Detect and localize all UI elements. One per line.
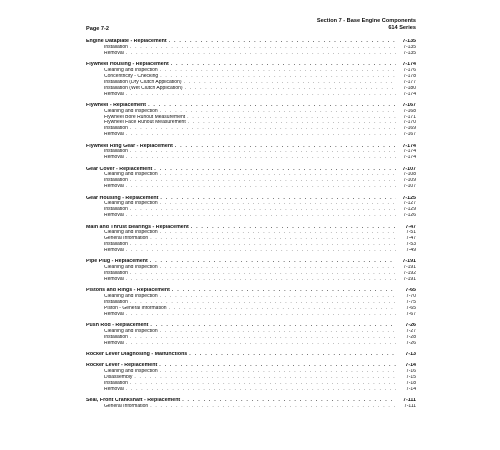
toc-section-title-label: Flywheel Housing - Replacement [86, 62, 169, 68]
toc-entry-page-ref: 7-65 [405, 305, 416, 311]
toc-entry-label: Cleaning and Inspection [104, 230, 158, 236]
toc-entry-label: Installation [104, 334, 128, 340]
dot-leader [126, 51, 396, 57]
toc-entry-page-ref: 7-26 [405, 340, 416, 346]
toc-entry-page-ref: 7-129 [403, 207, 416, 213]
toc-section-title-page-ref: 7-135 [402, 39, 416, 44]
toc-entry-label: Installation [104, 126, 128, 132]
dot-leader [126, 155, 396, 161]
toc-entry-label: Installation [104, 149, 128, 155]
toc-entry-page-ref: 7-191 [403, 277, 416, 283]
toc-entry-page-ref: 7-108 [403, 172, 416, 178]
toc-entry-label: Cleaning and Inspection [104, 329, 158, 335]
toc-section-title-page-ref: 7-111 [403, 398, 416, 404]
toc-section-title-page-ref: 7-191 [402, 259, 416, 265]
toc-entry [86, 404, 416, 410]
dot-leader [126, 92, 396, 98]
toc-entry-page-ref: 7-174 [403, 149, 416, 155]
toc-section-title-label: Rocker Lever Diagnosing - Malfunctions [86, 352, 188, 358]
toc-section-title [86, 352, 416, 358]
toc-entry-label: Removal [104, 248, 124, 254]
toc-entry-label: Installation [104, 381, 128, 387]
toc-entry-label: Installation [104, 271, 128, 277]
toc-section [86, 103, 416, 138]
toc-section-title-page-ref: 7-167 [402, 102, 416, 108]
toc-entry-page-ref: 7-107 [403, 184, 416, 190]
toc-entry-page-ref: 7-169 [403, 126, 416, 132]
toc-entry-page-ref: 7-27 [405, 329, 416, 335]
toc-entry-page-ref: 7-75 [405, 300, 416, 306]
toc-entry-page-ref: 7-174 [403, 91, 416, 97]
toc-entry-label: Cleaning and Inspection [104, 67, 158, 73]
toc-section-title-label: Flywheel - Replacement [86, 102, 147, 108]
toc-entry-label: Cleaning and Inspection [104, 265, 158, 271]
page-number: Page 7-2 [86, 26, 110, 32]
toc-entry-page-ref: 7-70 [405, 294, 416, 300]
toc-section-title-page-ref: 7-14 [405, 363, 416, 369]
toc-entry [86, 277, 416, 283]
toc-entry-label: Concentricity - Checking [104, 73, 159, 79]
toc-entry [86, 213, 416, 219]
toc-section [86, 363, 416, 392]
toc-entry [86, 312, 416, 318]
toc-entry-label: Cleaning and Inspection [104, 108, 158, 114]
toc-entry [86, 248, 416, 254]
toc-entry-label: Installation [104, 242, 128, 248]
toc-entry-label: Removal [104, 50, 124, 56]
toc-section [86, 288, 416, 317]
toc-entry-label: Installation [104, 178, 128, 184]
toc-entry-label: Installation (Wet Clutch Application) [104, 85, 183, 91]
toc-entry-label: Flywheel Bore Runout Measurement [104, 114, 186, 120]
toc-entry [86, 132, 416, 138]
toc-entry-page-ref: 7-192 [403, 271, 416, 277]
toc-section-title-label: Main and Thrust Bearings - Replacement [86, 224, 189, 230]
toc-entry-page-ref: 7-191 [403, 265, 416, 271]
toc-entry-label: Removal [104, 386, 124, 392]
dot-leader [126, 132, 396, 138]
toc-entry-label: Cleaning and Inspection [104, 369, 158, 375]
dot-leader [126, 248, 396, 254]
toc-entry-page-ref: 7-135 [403, 44, 416, 50]
toc-entry-page-ref: 7-178 [403, 73, 416, 79]
toc-section-title-page-ref: 7-26 [405, 323, 416, 329]
toc-entry-page-ref: 7-177 [403, 79, 416, 85]
toc-entry-page-ref: 7-16 [405, 369, 416, 375]
toc-entry-page-ref: 7-135 [403, 50, 416, 56]
dot-leader [189, 352, 396, 358]
toc-section-title-label: Pistons and Rings - Replacement [86, 288, 170, 294]
toc-entry-page-ref: 7-51 [405, 230, 416, 236]
toc-entry-label: Removal [104, 132, 124, 138]
toc-entry-label: Removal [104, 277, 124, 283]
toc-entry-page-ref: 7-109 [403, 178, 416, 184]
toc-entry-label: General Information [104, 236, 149, 242]
toc-entry-label: Removal [104, 91, 124, 97]
toc-entry-page-ref: 7-127 [403, 201, 416, 207]
toc-entry-label: Installation [104, 300, 128, 306]
toc-entry-label: Disassembly [104, 375, 133, 381]
toc-entry-page-ref: 7-49 [405, 248, 416, 254]
dot-leader [126, 213, 396, 219]
toc-entry-page-ref: 7-28 [405, 334, 416, 340]
toc-entry-label: Installation (Dry Clutch Application) [104, 79, 182, 85]
toc-section [86, 225, 416, 254]
toc-entry-label: Cleaning and Inspection [104, 201, 158, 207]
toc-section-title-label: Rocker Lever - Replacement [86, 363, 158, 369]
toc-entry [86, 155, 416, 161]
toc-entry-label: Removal [104, 155, 124, 161]
toc-entry-page-ref: 7-14 [405, 386, 416, 392]
toc-section-title-label: Seal, Front Crankshaft - Replacement [86, 398, 181, 404]
toc-entry-page-ref: 7-167 [403, 132, 416, 138]
toc-entry [86, 184, 416, 190]
toc-section [86, 323, 416, 347]
table-of-contents [86, 39, 416, 415]
toc-entry-page-ref: 7-176 [403, 67, 416, 73]
toc-entry-page-ref: 7-111 [403, 404, 416, 410]
toc-entry-label: Flywheel Face Runout Measurement [104, 120, 186, 126]
toc-section-title-page-ref: 7-125 [402, 195, 416, 201]
toc-section-title-page-ref: 7-107 [402, 166, 416, 172]
toc-section-title-page-ref: 7-174 [402, 62, 416, 68]
toc-entry-page-ref: 7-174 [403, 155, 416, 161]
dot-leader [126, 312, 396, 318]
dot-leader [150, 404, 396, 410]
toc-entry-page-ref: 7-180 [403, 85, 416, 91]
toc-entry-page-ref: 7-171 [403, 114, 416, 120]
toc-section-title-page-ref: 7-13 [405, 352, 416, 358]
toc-section-title-label: Pipe Plug - Replacement [86, 259, 148, 265]
toc-entry [86, 92, 416, 98]
toc-entry-label: Cleaning and Inspection [104, 172, 158, 178]
section-title: Section 7 - Base Engine Components [316, 18, 416, 24]
toc-entry-label: Installation [104, 207, 128, 213]
toc-section-title-label: Gear Cover - Replacement [86, 166, 153, 172]
toc-section [86, 352, 416, 358]
toc-entry-page-ref: 7-18 [405, 381, 416, 387]
toc-entry-label: Piston - General Information [104, 305, 167, 311]
toc-entry-page-ref: 7-47 [405, 236, 416, 242]
toc-section-title-page-ref: 7-47 [405, 224, 416, 230]
toc-entry-label: Removal [104, 311, 124, 317]
dot-leader [126, 387, 396, 393]
toc-section [86, 144, 416, 162]
toc-section [86, 62, 416, 97]
toc-entry-label: Removal [104, 340, 124, 346]
toc-entry [86, 387, 416, 393]
dot-leader [126, 277, 396, 283]
toc-entry-label: Cleaning and Inspection [104, 294, 158, 300]
toc-entry [86, 341, 416, 347]
dot-leader [126, 184, 396, 190]
toc-entry [86, 51, 416, 57]
toc-entry-page-ref: 7-126 [403, 213, 416, 219]
toc-entry-label: Removal [104, 184, 124, 190]
toc-section [86, 259, 416, 283]
dot-leader [126, 341, 396, 347]
toc-section-title-page-ref: 7-174 [402, 143, 416, 149]
toc-entry-page-ref: 7-67 [405, 311, 416, 317]
toc-entry-page-ref: 7-53 [405, 242, 416, 248]
toc-section [86, 167, 416, 191]
toc-entry-label: Removal [104, 213, 124, 219]
toc-section [86, 39, 416, 57]
toc-section [86, 196, 416, 220]
toc-section-title-label: Flywheel Ring Gear - Replacement [86, 143, 173, 149]
series-name: 614 Series [388, 25, 416, 31]
toc-section-title-page-ref: 7-65 [405, 288, 416, 294]
toc-section-title-label: Engine Dataplate - Replacement [86, 39, 167, 44]
toc-entry-page-ref: 7-168 [403, 108, 416, 114]
toc-entry-label: General Information [104, 404, 149, 410]
toc-section-title-label: Push Rod - Replacement [86, 323, 149, 329]
toc-entry-page-ref: 7-15 [405, 375, 416, 381]
toc-entry-label: Installation [104, 44, 128, 50]
running-header [286, 18, 416, 32]
toc-section-title-label: Gear Housing - Replacement [86, 195, 159, 201]
toc-entry-page-ref: 7-170 [403, 120, 416, 126]
toc-section [86, 398, 416, 410]
